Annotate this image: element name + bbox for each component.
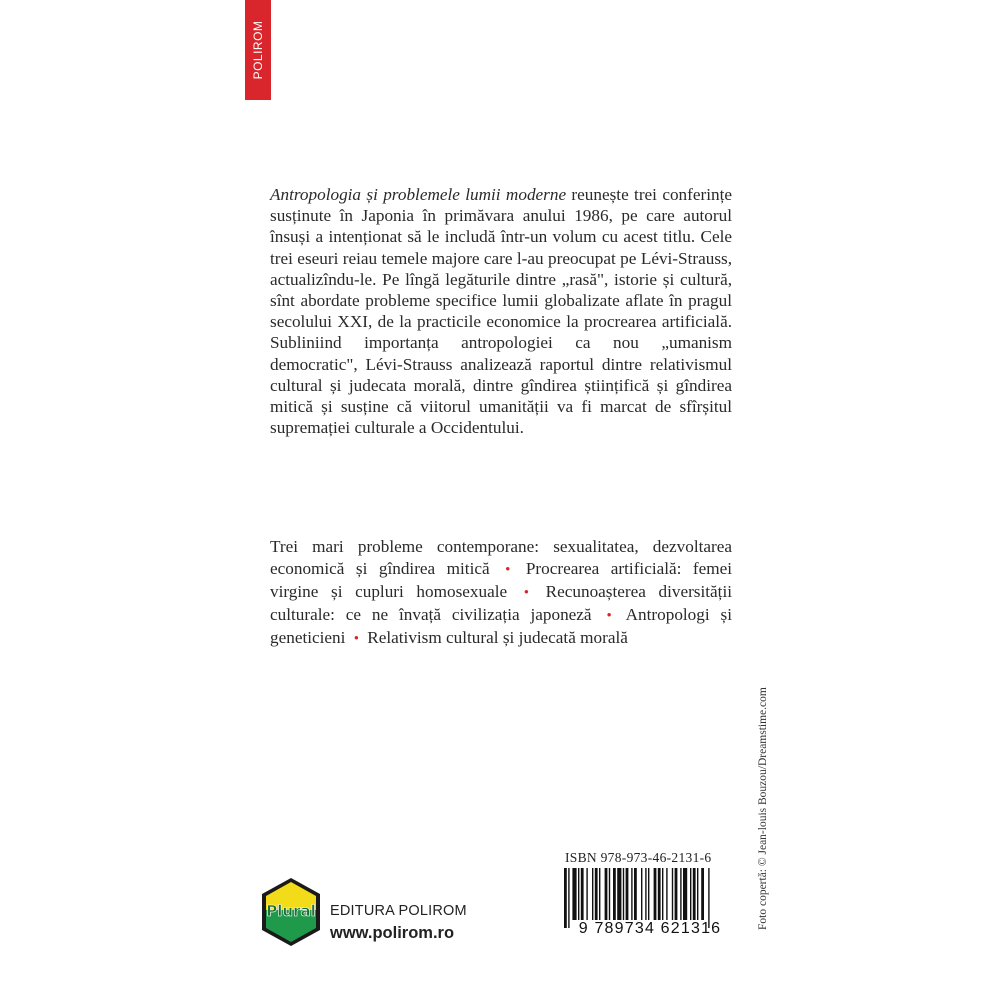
bullet-icon: • bbox=[523, 585, 530, 601]
publisher-name: EDITURA POLIROM bbox=[330, 903, 467, 919]
bullet-icon: • bbox=[606, 608, 612, 624]
topics-list bbox=[270, 536, 732, 650]
barcode-digits: 9 789734 621316 bbox=[578, 920, 722, 937]
publisher-tab bbox=[245, 0, 271, 100]
topic-item: Relativism cultural și judecată morală bbox=[367, 628, 628, 647]
book-description-text: reunește trei conferințe susținute în Japonia în primăvara anului 1986, pe care autorul însuși a intenționat să le includă într-un volum cu acest titlu. Cele trei eseuri reiau temele majore care l-au preocupat pe Lévi-Strauss, actualizîndu-le. Pe lîngă legăturile dintre „rasă", istorie și cultură, sînt abordate probleme specifice lumii globalizate aflate în pragul secolului XXI, de la practicile economice la procrearea artificială. Subliniind importanța antropologiei ca nou „umanism democratic", Lévi-Strauss analizează raportul dintre relativismul cultural și judecata morală, dintre gîndirea științifică și gîndirea mitică și susține că viitorul umanității va fi marcat de sfîrșitul supremației culturale a Occidentului. bbox=[270, 185, 732, 438]
book-description bbox=[270, 184, 732, 438]
publisher-url[interactable]: www.polirom.ro bbox=[330, 924, 455, 942]
topic-item: Procrearea artificială: femei virgine și cupluri homosexuale bbox=[270, 559, 733, 601]
plural-logo-text: Plural bbox=[266, 902, 316, 920]
topic-item: Trei mari probleme contemporane: sexualitatea, dezvoltarea economică și gîndirea mitică bbox=[270, 537, 732, 578]
photo-credit: Foto copertă: © Jean-louis Bouzou/Dreamstime.com bbox=[757, 687, 769, 930]
plural-logo-icon bbox=[260, 876, 322, 948]
bullet-icon: • bbox=[505, 562, 511, 578]
topic-item: Antropologi și geneticieni bbox=[270, 605, 732, 647]
publisher-tab-label: POLIROM bbox=[251, 20, 265, 80]
topic-item: Recunoașterea diversității culturale: ce ne învață civilizația japoneză bbox=[270, 582, 733, 624]
bullet-icon: • bbox=[353, 631, 359, 647]
book-title: Antropologia și problemele lumii moderne bbox=[270, 185, 567, 204]
barcode-icon bbox=[560, 868, 740, 952]
isbn-label: ISBN 978-973-46-2131-6 bbox=[565, 850, 712, 865]
